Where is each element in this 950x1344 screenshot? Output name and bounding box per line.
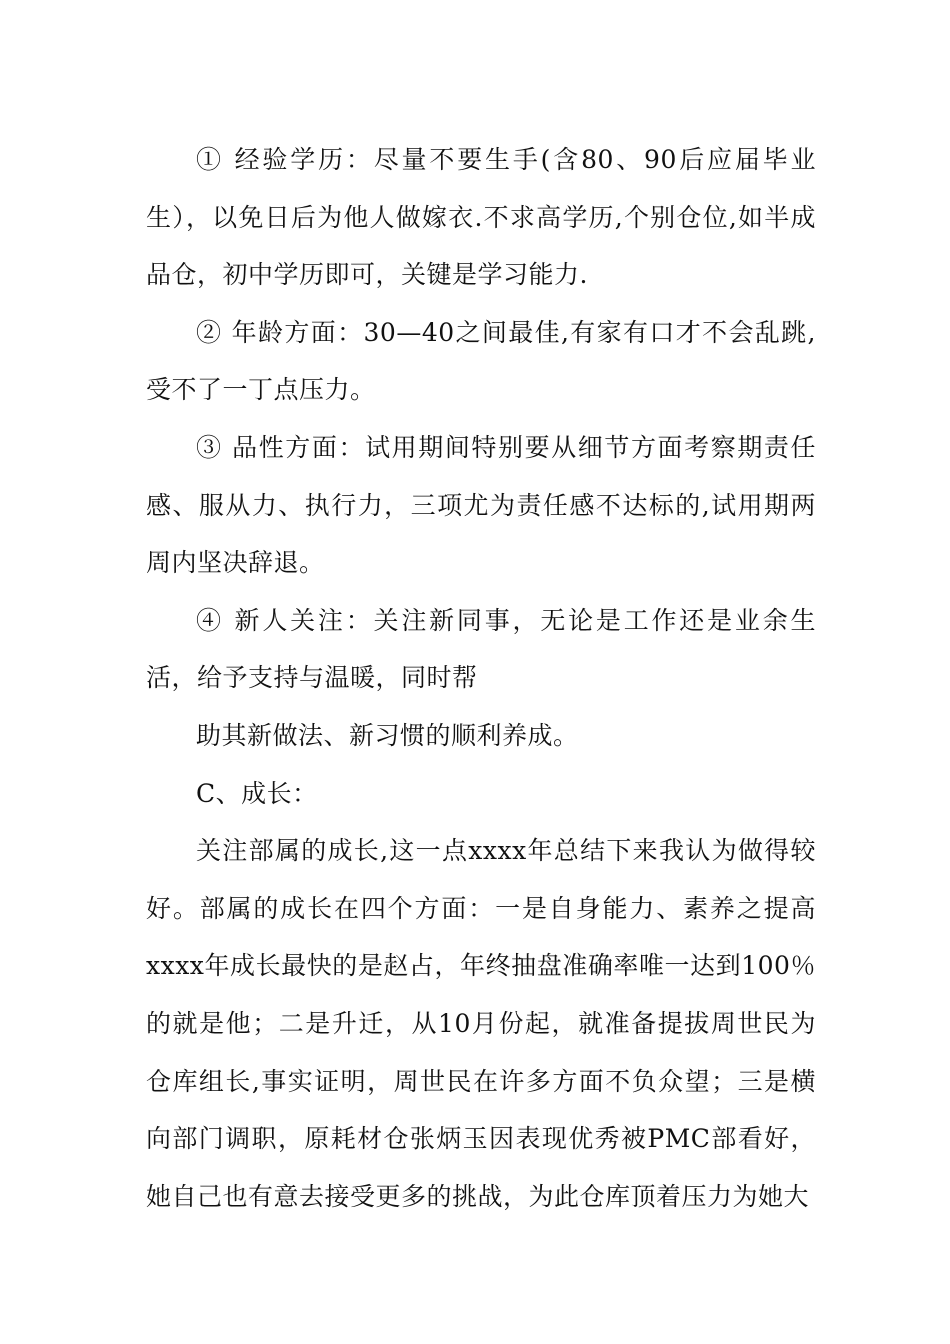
body-text <box>146 131 816 1225</box>
section-heading-growth: C、成长： <box>196 778 318 808</box>
paragraph-age: ② 年龄方面：30—40之间最佳,有家有口才不会乱跳,受不了一丁点压力。 <box>146 317 816 405</box>
paragraph-growth: 关注部属的成长,这一点xxxx年总结下来我认为做得较好。部属的成长在四个方面：一是自身能力、素养之提高xxxx年成长最快的是赵占，年终抽盘准确率唯一达到100％的就是他；二是升迁，从10月份起，就准备提拔周世民为仓库组长,事实证明，周世民在许多方面不负众望；三是横向部门调职，原耗材仓张炳玉因表现优秀被PMC部看好，她自己也有意去接受更多的挑战，为此仓库顶着压力为她大 <box>146 836 816 1211</box>
paragraph-experience: ① 经验学历：尽量不要生手(含80、90后应届毕业生），以免日后为他人做嫁衣.不求高学历,个别仓位,如半成品仓，初中学历即可，关键是学习能力. <box>146 145 816 290</box>
paragraph-character: ③ 品性方面：试用期间特别要从细节方面考察期责任感、服从力、执行力，三项尤为责任感不达标的,试用期两周内坚决辞退。 <box>146 432 816 578</box>
paragraph-newcomer: ④ 新人关注：关注新同事，无论是工作还是业余生活，给予支持与温暖，同时帮 <box>146 605 816 693</box>
paragraph-newcomer-continued: 助其新做法、新习惯的顺利养成。 <box>196 720 579 750</box>
